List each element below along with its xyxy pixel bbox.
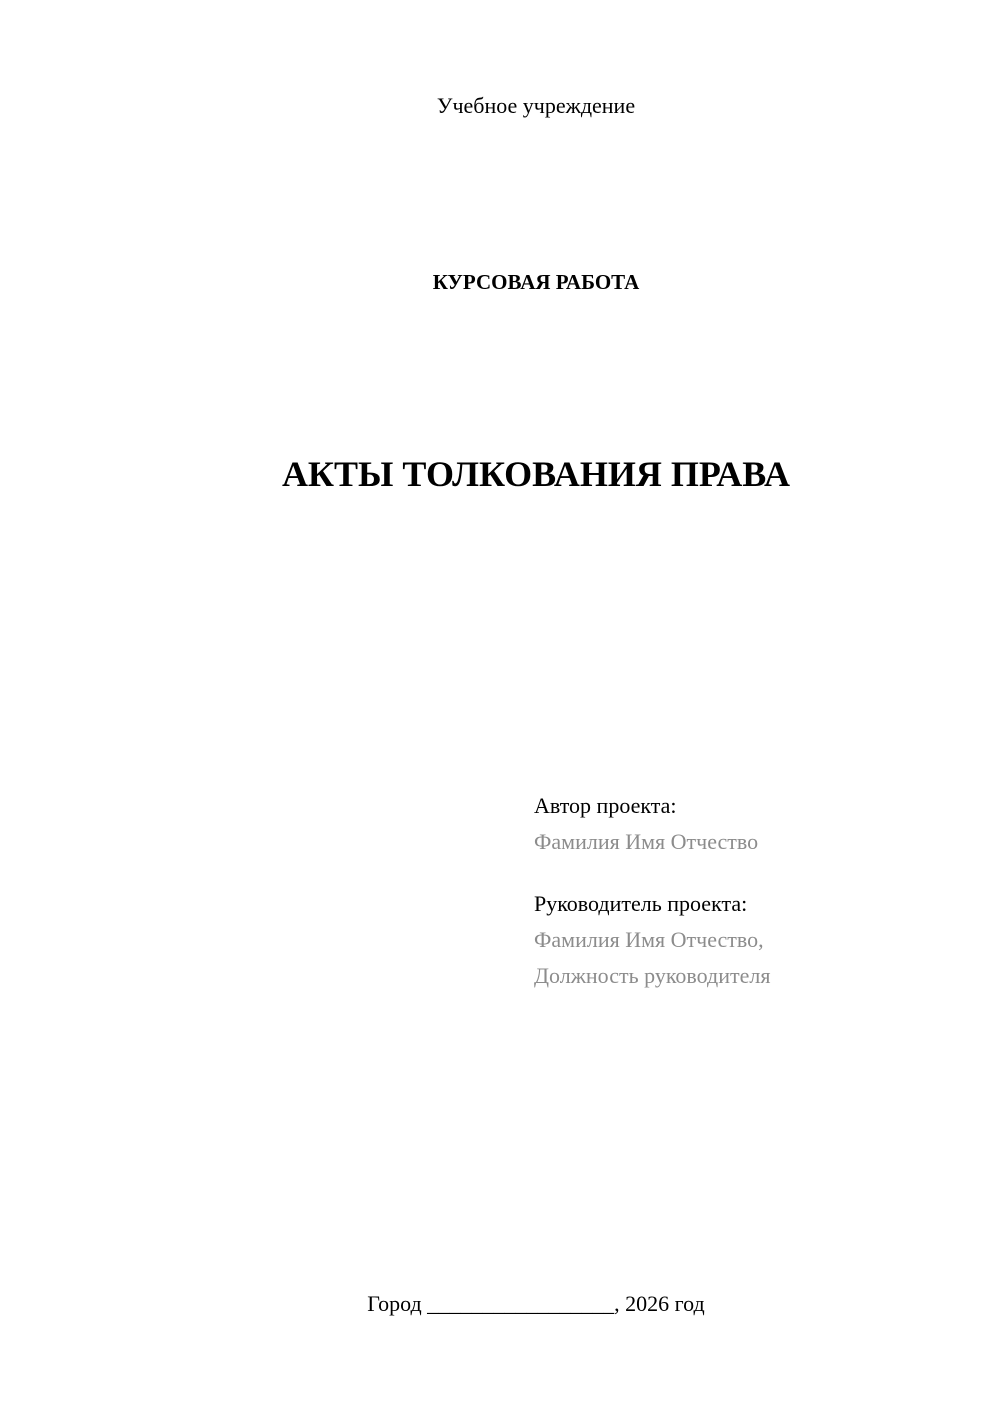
work-type-heading: КУРСОВАЯ РАБОТА: [432, 270, 640, 294]
supervisor-label: Руководитель проекта:: [534, 891, 748, 916]
author-name-placeholder: Фамилия Имя Отчество: [534, 829, 759, 854]
supervisor-name-placeholder: Фамилия Имя Отчество,: [534, 927, 764, 952]
city-year-line: Город _________________, 2026 год: [367, 1291, 705, 1316]
supervisor-position-placeholder: Должность руководителя: [534, 963, 771, 988]
spacer: [534, 860, 974, 886]
project-info-block: [534, 788, 974, 994]
institution-name: Учебное учреждение: [436, 93, 636, 118]
topic-title: АКТЫ ТОЛКОВАНИЯ ПРАВА: [281, 454, 791, 494]
author-label: Автор проекта:: [534, 793, 677, 818]
